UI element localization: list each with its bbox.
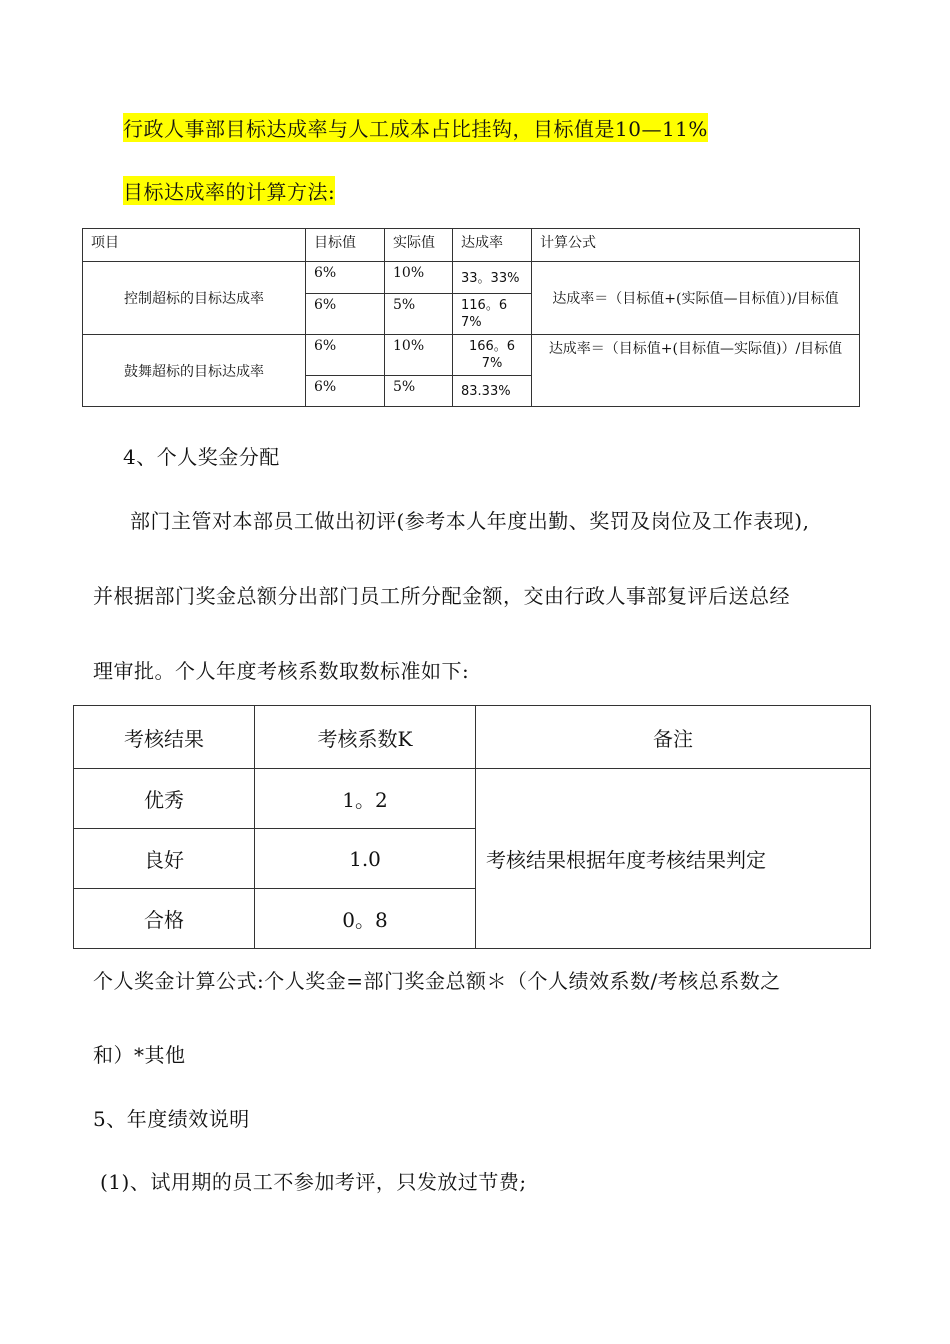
coefficient-cell: 1。2 — [255, 769, 476, 829]
section-5-heading: 5、年度绩效说明 — [93, 1107, 250, 1131]
target-cell: 6% — [306, 335, 385, 376]
coefficient-cell: 0。8 — [255, 889, 476, 949]
actual-cell: 10% — [385, 335, 453, 376]
formula-line-2: 和）*其他 — [93, 1043, 186, 1067]
table-row — [83, 262, 860, 294]
paragraph-line-1: 部门主管对本部员工做出初评(参考本人年度出勤、奖罚及岗位及工作表现), — [130, 509, 810, 533]
formula-cell: 达成率＝（目标值+(实际值—目标值）)/目标值 — [532, 262, 860, 335]
result-cell: 良好 — [74, 829, 255, 889]
result-cell: 优秀 — [74, 769, 255, 829]
target-cell: 6% — [306, 294, 385, 335]
rate-table — [82, 228, 860, 407]
header-rate: 达成率 — [453, 229, 532, 262]
item-cell: 鼓舞超标的目标达成率 — [83, 335, 306, 407]
header-coefficient: 考核系数K — [255, 706, 476, 769]
rate-cell: 166。67% — [453, 335, 532, 376]
paragraph-line-3: 理审批。个人年度考核系数取数标准如下: — [93, 659, 470, 683]
formula-cell: 达成率＝（目标值+(目标值—实际值)）/目标值 — [532, 335, 860, 407]
header-actual: 实际值 — [385, 229, 453, 262]
rate-cell: 83.33% — [453, 376, 532, 407]
header-target: 目标值 — [306, 229, 385, 262]
coef-table — [73, 705, 871, 949]
note-cell: 考核结果根据年度考核结果判定 — [476, 769, 871, 949]
header-formula: 计算公式 — [532, 229, 860, 262]
table-row — [74, 769, 871, 829]
actual-cell: 5% — [385, 376, 453, 407]
section-4-heading: 4、个人奖金分配 — [123, 445, 280, 469]
target-cell: 6% — [306, 376, 385, 407]
rate-cell: 33。33% — [453, 262, 532, 294]
actual-cell: 5% — [385, 294, 453, 335]
coef-table-header — [74, 706, 871, 769]
actual-cell: 10% — [385, 262, 453, 294]
result-cell: 合格 — [74, 889, 255, 949]
section-5-item-1: (1)、试用期的员工不参加考评，只发放过节费; — [100, 1170, 527, 1194]
rate-table-header — [83, 229, 860, 262]
target-cell: 6% — [306, 262, 385, 294]
paragraph-line-2: 并根据部门奖金总额分出部门员工所分配金额，交由行政人事部复评后送总经 — [93, 584, 790, 608]
intro-line-2: 目标达成率的计算方法: — [123, 176, 335, 205]
formula-line-1: 个人奖金计算公式:个人奖金=部门奖金总额＊（个人绩效系数/考核总系数之 — [93, 969, 781, 993]
intro-line-1: 行政人事部目标达成率与人工成本占比挂钩，目标值是10—11% — [123, 113, 708, 142]
header-item: 项目 — [83, 229, 306, 262]
item-cell: 控制超标的目标达成率 — [83, 262, 306, 335]
header-note: 备注 — [476, 706, 871, 769]
rate-cell: 116。67% — [453, 294, 532, 335]
coefficient-cell: 1.0 — [255, 829, 476, 889]
header-result: 考核结果 — [74, 706, 255, 769]
table-row — [83, 335, 860, 376]
